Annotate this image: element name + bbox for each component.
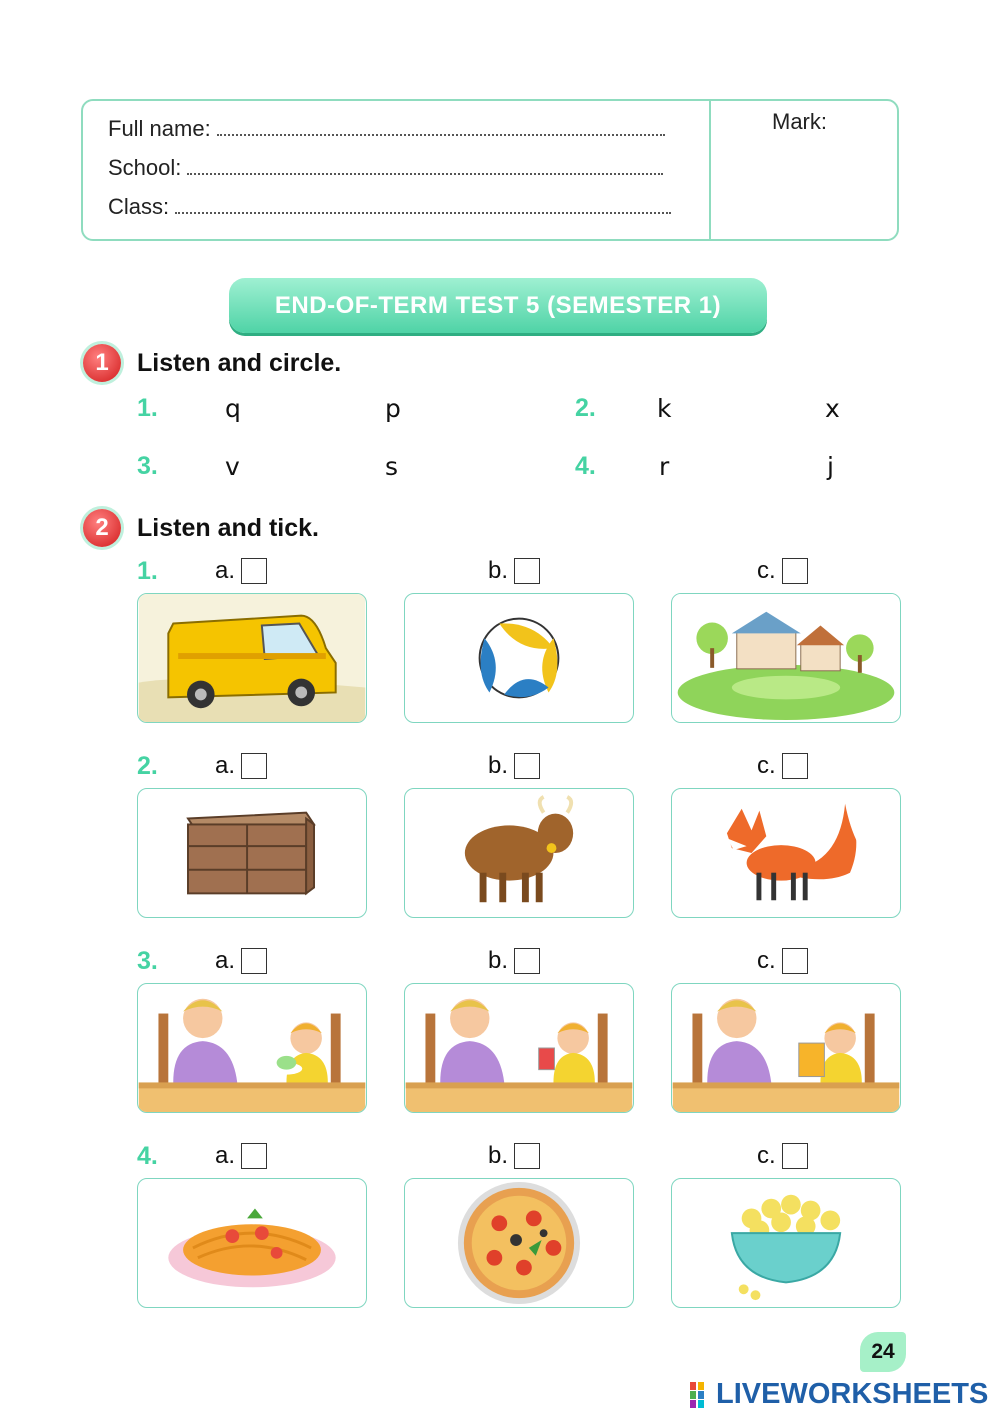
- full-name-label: Full name:: [108, 116, 211, 141]
- section-1-instruction: Listen and circle.: [137, 349, 342, 377]
- s2-q4-b-checkbox[interactable]: [514, 1143, 540, 1169]
- s2-q2-b-checkbox[interactable]: [514, 753, 540, 779]
- title-banner: [229, 278, 767, 333]
- class-field[interactable]: [175, 212, 671, 214]
- ox-picture[interactable]: [404, 788, 634, 918]
- s2-q4-c-checkbox[interactable]: [782, 1143, 808, 1169]
- brand-text: LIVEWORKSHEETS: [716, 1378, 989, 1410]
- fox-picture[interactable]: [671, 788, 901, 918]
- class-row: [108, 194, 671, 220]
- s2-q1-option-b: [488, 557, 540, 585]
- s2-q4-number: 4.: [137, 1142, 158, 1170]
- full-name-row: [108, 116, 665, 142]
- option-c-label: c.: [757, 1142, 776, 1169]
- page-title: END-OF-TERM TEST 5 (SEMESTER 1): [274, 291, 722, 319]
- school-label: School:: [108, 155, 182, 180]
- s1-item-1-option-a[interactable]: q: [225, 394, 241, 423]
- mark-label: Mark:: [772, 109, 827, 134]
- s2-q3-b-checkbox[interactable]: [514, 948, 540, 974]
- s2-q3-a-checkbox[interactable]: [241, 948, 267, 974]
- s2-q4-option-c: [757, 1142, 808, 1170]
- s1-item-4-number: 4.: [575, 452, 596, 480]
- option-b-label: b.: [488, 947, 509, 974]
- class-label: Class:: [108, 194, 170, 219]
- section-1-number: 1: [95, 349, 109, 376]
- option-a-label: a.: [215, 557, 236, 584]
- section-1-badge: [83, 344, 121, 382]
- s2-q3-option-b: [488, 947, 540, 975]
- s2-q3-number: 3.: [137, 947, 158, 975]
- red-juice-picture[interactable]: [404, 983, 634, 1113]
- school-row: [108, 155, 663, 181]
- liveworksheets-icon: [690, 1382, 712, 1408]
- option-b-label: b.: [488, 557, 509, 584]
- option-c-label: c.: [757, 557, 776, 584]
- box-picture[interactable]: [137, 788, 367, 918]
- option-a-label: a.: [215, 1142, 236, 1169]
- van-picture[interactable]: [137, 593, 367, 723]
- s2-q1-number: 1.: [137, 557, 158, 585]
- s1-item-1-option-b[interactable]: p: [385, 394, 401, 423]
- s2-q1-b-checkbox[interactable]: [514, 558, 540, 584]
- s2-q4-option-b: [488, 1142, 540, 1170]
- volleyball-picture[interactable]: [404, 593, 634, 723]
- s2-q2-a-checkbox[interactable]: [241, 753, 267, 779]
- s2-q1-c-checkbox[interactable]: [782, 558, 808, 584]
- s2-q1-a-checkbox[interactable]: [241, 558, 267, 584]
- s1-item-4-option-a[interactable]: r: [659, 452, 670, 481]
- liveworksheets-logo: [690, 1378, 988, 1411]
- option-b-label: b.: [488, 752, 509, 779]
- s2-q1-option-a: [215, 557, 267, 585]
- option-c-label: c.: [757, 947, 776, 974]
- section-2-number: 2: [95, 514, 109, 541]
- s2-q2-option-c: [757, 752, 808, 780]
- s2-q4-option-a: [215, 1142, 267, 1170]
- pasta-picture[interactable]: [137, 1178, 367, 1308]
- s1-item-3-option-b[interactable]: s: [385, 452, 399, 481]
- s2-q3-c-checkbox[interactable]: [782, 948, 808, 974]
- s2-q2-option-b: [488, 752, 540, 780]
- s1-item-2-option-a[interactable]: k: [657, 394, 672, 423]
- s2-q4-a-checkbox[interactable]: [241, 1143, 267, 1169]
- s1-item-2-number: 2.: [575, 394, 596, 422]
- jelly-picture[interactable]: [137, 983, 367, 1113]
- pizza-picture[interactable]: [404, 1178, 634, 1308]
- option-a-label: a.: [215, 752, 236, 779]
- option-a-label: a.: [215, 947, 236, 974]
- s2-q2-option-a: [215, 752, 267, 780]
- popcorn-picture[interactable]: [671, 1178, 901, 1308]
- school-field[interactable]: [187, 173, 663, 175]
- section-2-badge: [83, 509, 121, 547]
- info-divider: [709, 99, 711, 241]
- s2-q1-option-c: [757, 557, 808, 585]
- s2-q2-c-checkbox[interactable]: [782, 753, 808, 779]
- s1-item-3-option-a[interactable]: v: [225, 452, 240, 481]
- s1-item-3-number: 3.: [137, 452, 158, 480]
- orange-juice-picture[interactable]: [671, 983, 901, 1113]
- s2-q3-option-a: [215, 947, 267, 975]
- s2-q2-number: 2.: [137, 752, 158, 780]
- page-number: 24: [860, 1332, 906, 1372]
- section-2-instruction: Listen and tick.: [137, 514, 319, 542]
- s2-q3-option-c: [757, 947, 808, 975]
- full-name-field[interactable]: [217, 134, 665, 136]
- s1-item-2-option-b[interactable]: x: [825, 394, 840, 423]
- option-c-label: c.: [757, 752, 776, 779]
- village-picture[interactable]: [671, 593, 901, 723]
- s1-item-4-option-b[interactable]: j: [827, 452, 834, 481]
- option-b-label: b.: [488, 1142, 509, 1169]
- s1-item-1-number: 1.: [137, 394, 158, 422]
